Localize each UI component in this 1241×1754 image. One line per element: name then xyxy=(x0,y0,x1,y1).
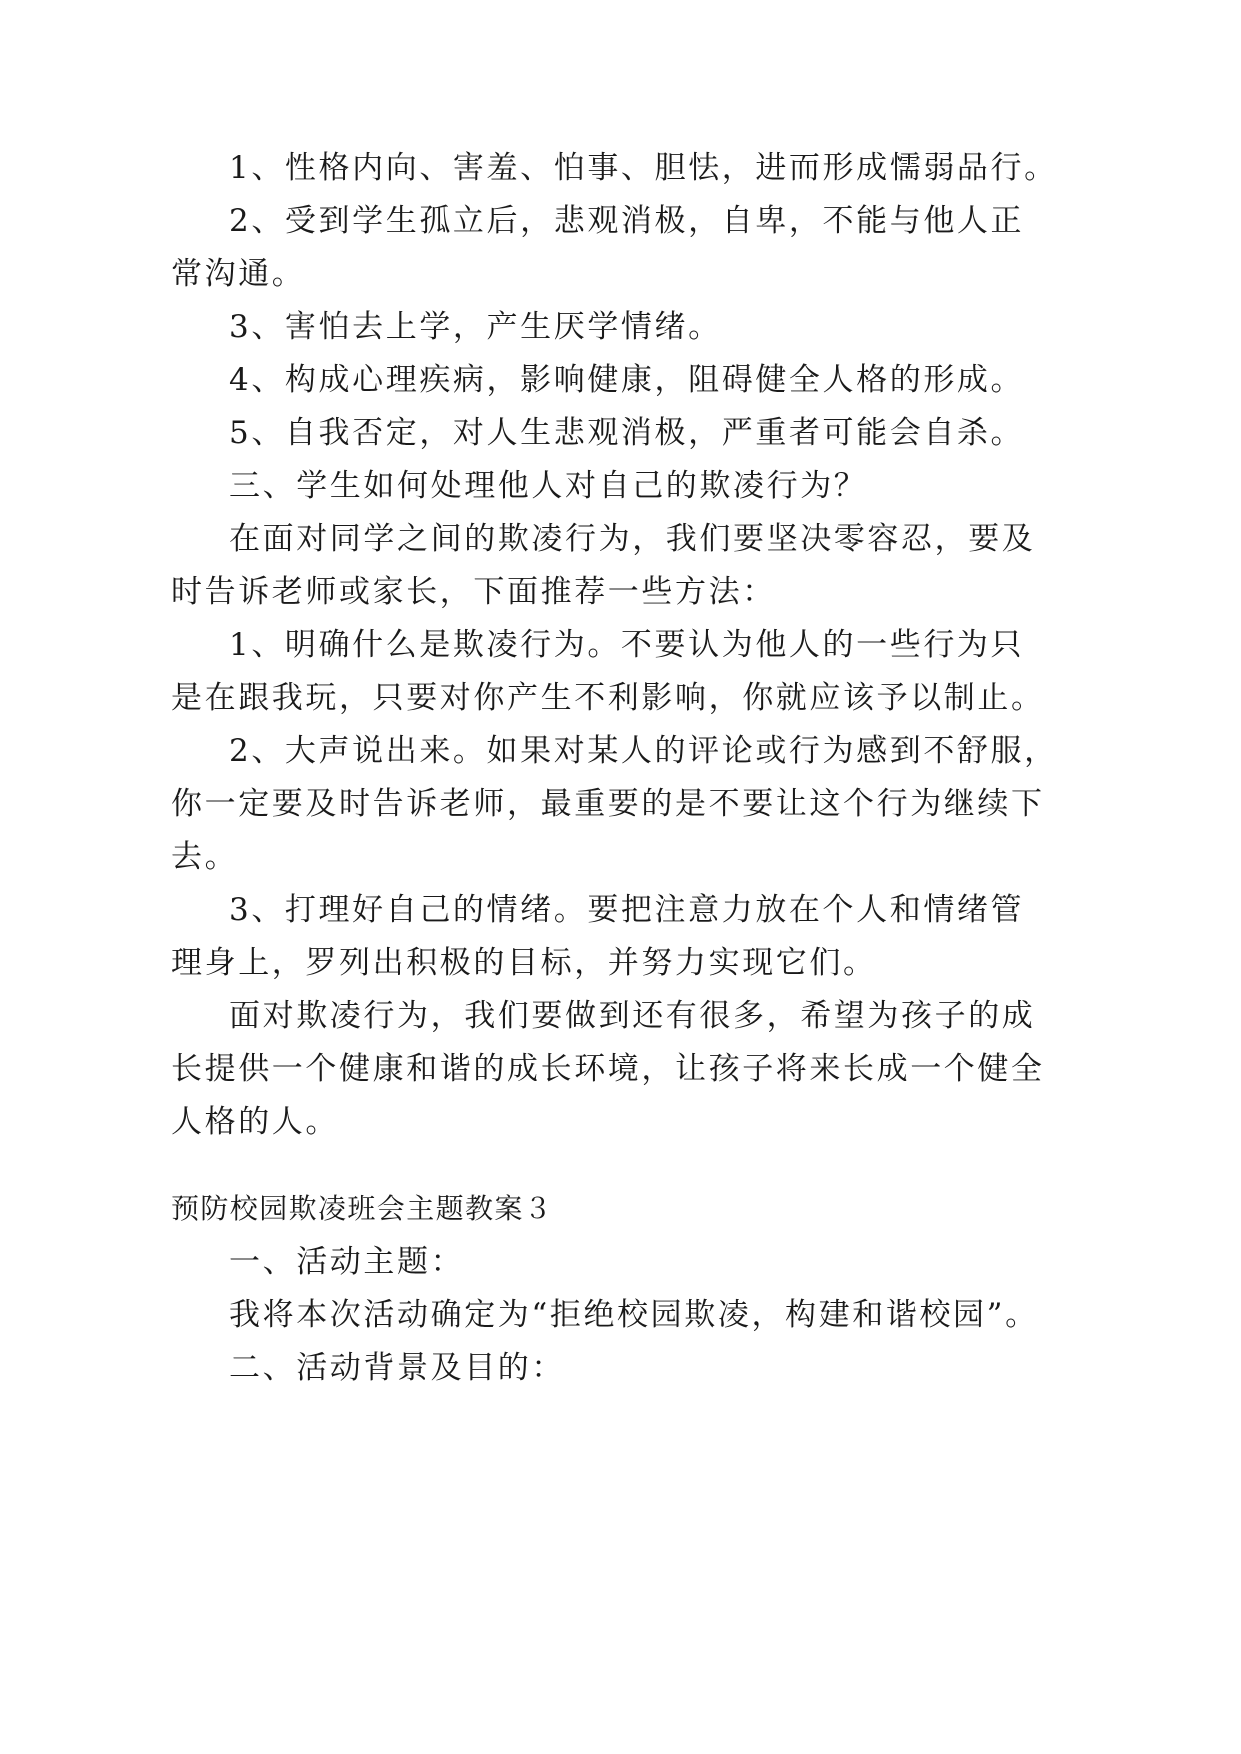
paragraph-intro-continued: 时告诉老师或家长，下面推荐一些方法： xyxy=(171,574,776,610)
list-item-2-continued: 常沟通。 xyxy=(171,256,306,292)
closing-paragraph: 面对欺凌行为，我们要做到还有很多，希望为孩子的成 xyxy=(229,998,1036,1034)
paragraph-intro: 在面对同学之间的欺凌行为，我们要坚决零容忍，要及 xyxy=(229,521,1036,557)
method-1: 1、明确什么是欺凌行为。不要认为他人的一些行为只 xyxy=(229,627,1025,663)
method-3-continued: 理身上，罗列出积极的目标，并努力实现它们。 xyxy=(171,945,877,981)
list-item-5: 5、自我否定，对人生悲观消极，严重者可能会自杀。 xyxy=(229,415,1025,451)
method-1-continued: 是在跟我玩，只要对你产生不利影响，你就应该予以制止。 xyxy=(171,680,1045,716)
list-item-4: 4、构成心理疾病，影响健康，阻碍健全人格的形成。 xyxy=(229,362,1025,398)
section-heading-3: 三、学生如何处理他人对自己的欺凌行为？ xyxy=(229,468,868,504)
list-item-3: 3、害怕去上学，产生厌学情绪。 xyxy=(229,309,722,345)
method-2-continued-end: 去。 xyxy=(171,839,239,875)
lesson-plan-title: 预防校园欺凌班会主题教案３ xyxy=(171,1192,554,1225)
activity-theme-heading: 一、活动主题： xyxy=(229,1244,465,1280)
closing-paragraph-continued: 长提供一个健康和谐的成长环境，让孩子将来长成一个健全 xyxy=(171,1051,1045,1087)
activity-theme-text: 我将本次活动确定为“拒绝校园欺凌，构建和谐校园”。 xyxy=(229,1297,1039,1333)
list-item-2: 2、受到学生孤立后，悲观消极，自卑，不能与他人正 xyxy=(229,203,1025,239)
method-2-continued: 你一定要及时告诉老师，最重要的是不要让这个行为继续下 xyxy=(171,786,1045,822)
method-3: 3、打理好自己的情绪。要把注意力放在个人和情绪管 xyxy=(229,892,1025,928)
activity-background-heading: 二、活动背景及目的： xyxy=(229,1350,565,1386)
closing-paragraph-end: 人格的人。 xyxy=(171,1104,339,1140)
method-2: 2、大声说出来。如果对某人的评论或行为感到不舒服， xyxy=(229,733,1058,769)
list-item-1: 1、性格内向、害羞、怕事、胆怯，进而形成懦弱品行。 xyxy=(229,150,1058,186)
